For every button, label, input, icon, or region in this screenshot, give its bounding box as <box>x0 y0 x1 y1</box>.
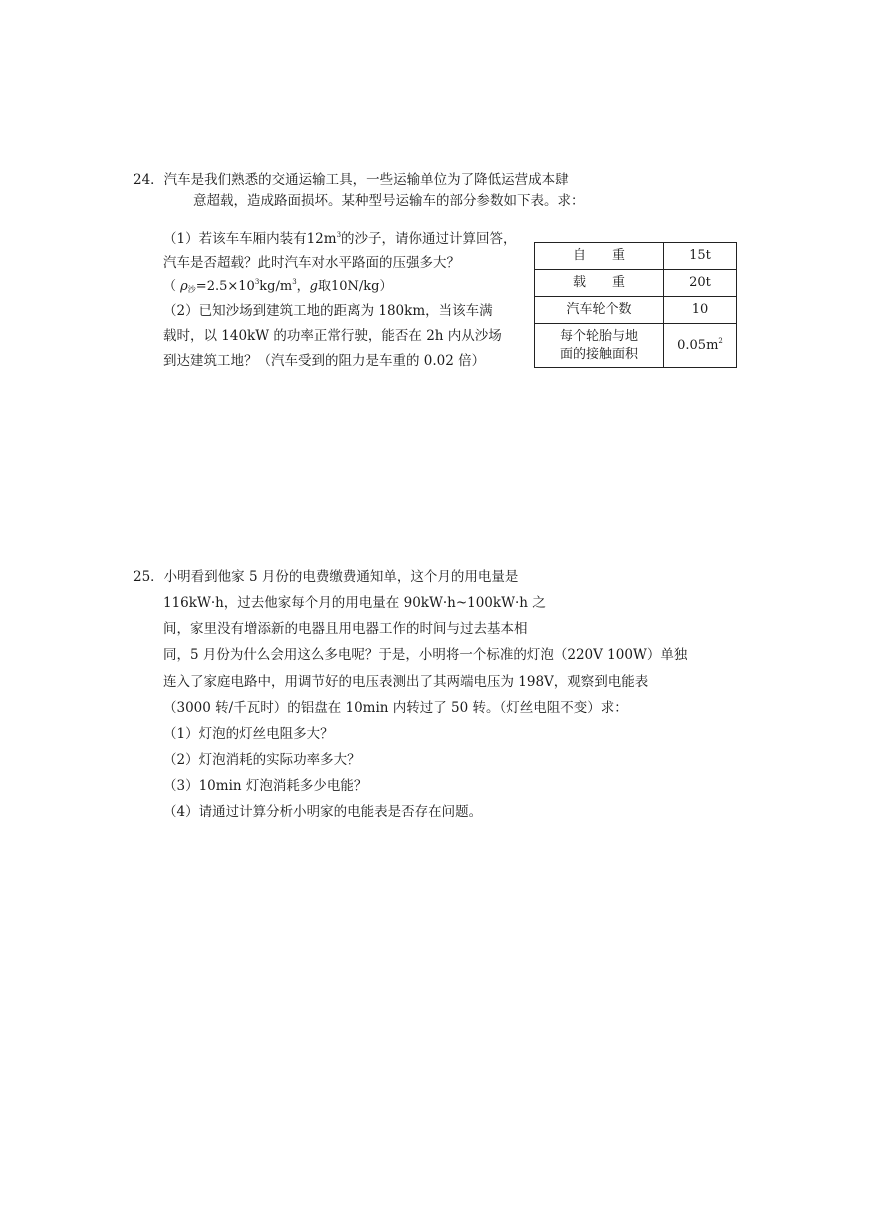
density-unit: kg/m <box>259 279 293 294</box>
q25-line-4: 同，5 月份为什么会用这么多电呢？于是，小明将一个标准的灯泡（220V 100W）单独 <box>163 647 688 663</box>
q24-stem-line-1: 24．汽车是我们熟悉的交通运输工具，一些运输单位为了降低运营成本肆 <box>133 172 569 188</box>
table-row <box>535 324 737 368</box>
param-value: 15t <box>664 243 737 270</box>
q25-line-1: 25．小明看到他家 5 月份的电费缴费通知单，这个月的用电量是 <box>133 569 519 585</box>
q25-line-6: （3000 转/千瓦时）的铝盘在 10min 内转过了 50 转。（灯丝电阻不变）求： <box>163 700 628 716</box>
table-row <box>535 297 737 324</box>
q24-part1-line-1 <box>163 230 517 248</box>
param-label-multiline <box>535 324 664 368</box>
q25-sub-question-1: （1）灯泡的灯丝电阻多大？ <box>163 726 334 742</box>
param-label: 载 重 <box>535 270 664 297</box>
param-value: 20t <box>664 270 737 297</box>
param-label: 自 重 <box>535 243 664 270</box>
param-value: 10 <box>664 297 737 324</box>
param-label-line-2: 面的接触面积 <box>559 346 638 362</box>
q24-part2-line-3: 到达建筑工地？（汽车受到的阻力是车重的 0.02 倍） <box>163 353 486 369</box>
q25-sub-question-2: （2）灯泡消耗的实际功率多大？ <box>163 752 361 768</box>
given-comma: ， <box>296 279 310 294</box>
q24-part1-given <box>163 278 393 296</box>
area-exponent: 2 <box>718 336 723 345</box>
given-open: （ <box>163 279 181 294</box>
rho-symbol: ρ <box>180 279 188 294</box>
table-row <box>535 243 737 270</box>
vehicle-parameter-table <box>534 242 737 368</box>
q24-part2-line-1: （2）已知沙场到建筑工地的距离为 180km，当该车满 <box>163 303 493 319</box>
table-row <box>535 270 737 297</box>
q24-part1-text: （1）若该车车厢内装有12m <box>163 231 337 247</box>
q24-part2-line-2: 载时，以 140kW 的功率正常行驶，能否在 2h 内从沙场 <box>163 328 502 344</box>
g-value: 取10N/kg） <box>318 279 393 294</box>
density-value: =2.5×10 <box>195 279 255 294</box>
q25-line-5: 连入了家庭电路中，用调节好的电压表测出了其两端电压为 198V，观察到电能表 <box>163 674 649 690</box>
q25-sub-question-4: （4）请通过计算分析小明家的电能表是否存在问题。 <box>163 804 483 820</box>
q25-line-3: 间，家里没有增添新的电器且用电器工作的时间与过去基本相 <box>163 621 528 637</box>
q24-part1-text-cont: 的沙子，请你通过计算回答， <box>341 231 517 247</box>
density-unit-exponent: 3 <box>292 278 297 286</box>
q25-line-2: 116kW·h，过去他家每个月的用电量在 90kW·h~100kW·h 之 <box>163 595 546 611</box>
density-exponent: 3 <box>254 278 260 286</box>
param-value <box>664 324 737 368</box>
q24-stem-line-2: 意超载，造成路面损坏。某种型号运输车的部分参数如下表。求： <box>193 193 585 209</box>
param-label-line-1: 每个轮胎与地 <box>559 328 638 344</box>
area-value: 0.05m <box>677 337 719 353</box>
param-label: 汽车轮个数 <box>535 297 664 324</box>
q24-part1-exponent: 3 <box>336 231 342 239</box>
g-symbol: g <box>309 279 318 294</box>
q25-sub-question-3: （3）10min 灯泡消耗多少电能？ <box>163 778 368 794</box>
q24-part1-line-2: 汽车是否超载？此时汽车对水平路面的压强多大？ <box>163 255 460 271</box>
rho-subscript: 沙 <box>187 285 196 294</box>
